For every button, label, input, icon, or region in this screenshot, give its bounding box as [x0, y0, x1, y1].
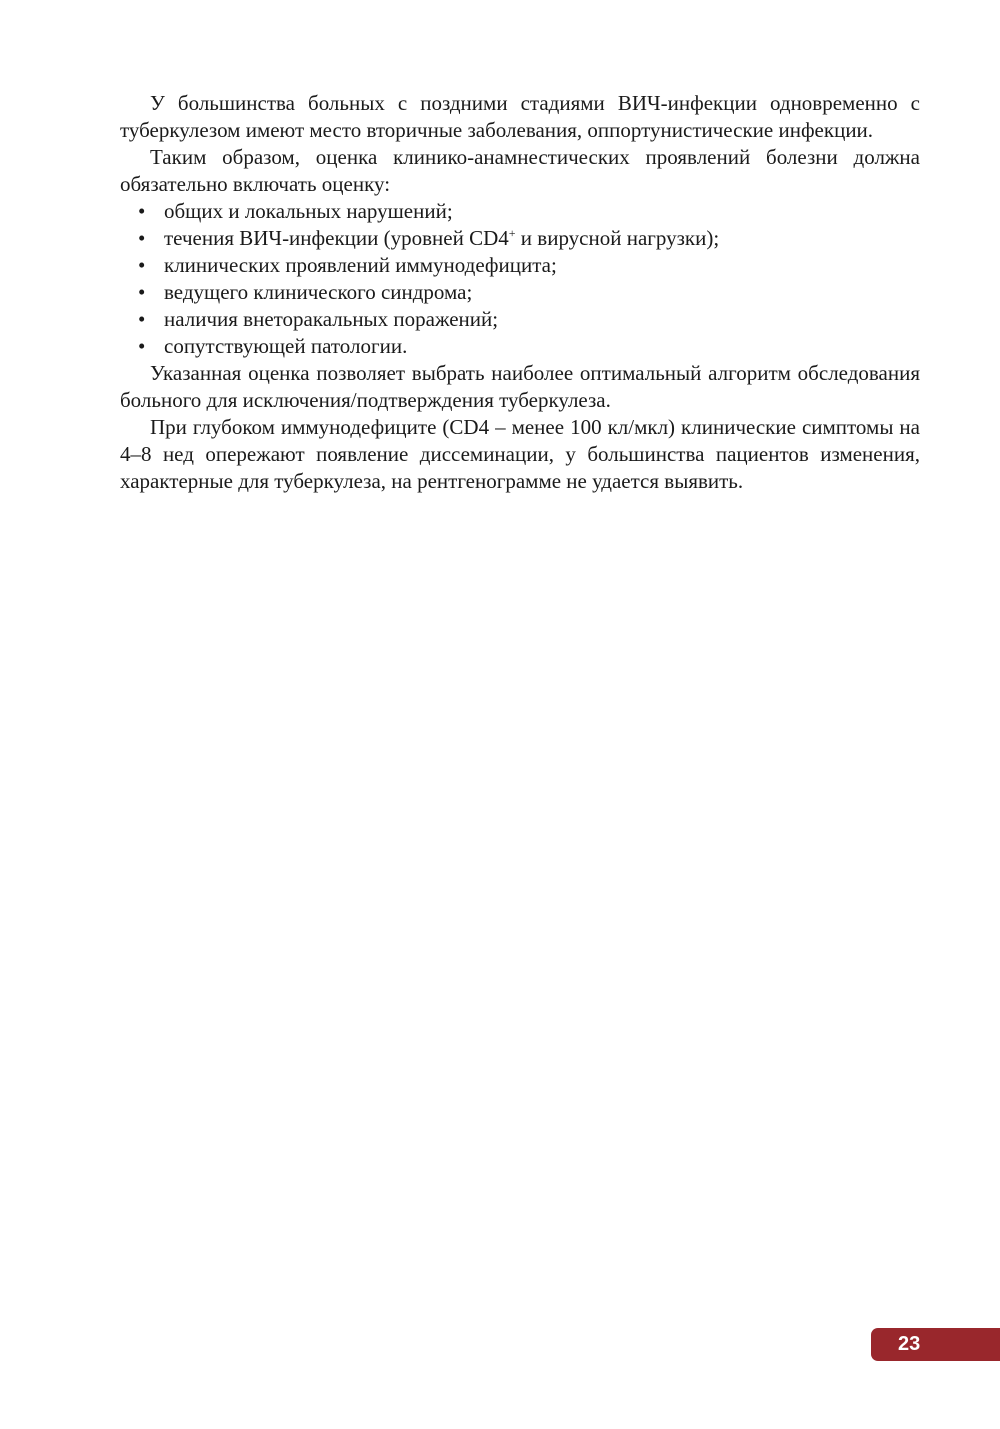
bullet-icon: • — [138, 334, 146, 358]
list-item-text: сопутствующей патологии. — [164, 334, 408, 358]
list-item-text: и вирусной нагрузки); — [515, 226, 720, 250]
paragraph-assessment-intro: Таким образом, оценка клинико-анамнестических проявлений болезни должна обязательно включать оценку: — [120, 145, 920, 196]
list-item-text: общих и локальных нарушений; — [164, 199, 453, 223]
paragraph-secondary-diseases: У большинства больных с поздними стадиями ВИЧ-инфекции одновременно с туберкулезом имеют место вторичные заболевания, оппортунистические инфекции. — [120, 91, 920, 142]
list-item — [138, 306, 920, 333]
bullet-icon: • — [138, 253, 146, 277]
list-item-text: наличия внеторакальных поражений; — [164, 307, 499, 331]
paragraph-algorithm: Указанная оценка позволяет выбрать наиболее оптимальный алгоритм обследования больного для исключения/подтверждения туберкулеза. — [120, 361, 920, 412]
bullet-icon: • — [138, 307, 146, 331]
bullet-icon: • — [138, 226, 146, 250]
page-body — [120, 90, 920, 495]
list-item — [138, 252, 920, 279]
bullet-icon: • — [138, 280, 146, 304]
list-item — [138, 333, 920, 360]
list-item-text: течения ВИЧ-инфекции (уровней CD4 — [164, 226, 509, 250]
list-item-text: ведущего клинического синдрома; — [164, 280, 473, 304]
assessment-list — [120, 198, 920, 360]
list-item-text: клинических проявлений иммунодефицита; — [164, 253, 557, 277]
page-number-badge — [871, 1328, 1000, 1361]
list-item — [138, 198, 920, 225]
paragraph-immunodeficiency: При глубоком иммунодефиците (CD4 – менее 100 кл/мкл) клинические симптомы на 4–8 нед опережают появление диссеминации, у большинства пациентов изменения, характерные для туберкулеза, на рентгенограмме не удается выявить. — [120, 415, 920, 493]
page-number: 23 — [898, 1333, 921, 1355]
superscript-plus: + — [508, 226, 516, 240]
list-item — [138, 225, 920, 252]
list-item — [138, 279, 920, 306]
bullet-icon: • — [138, 199, 146, 223]
